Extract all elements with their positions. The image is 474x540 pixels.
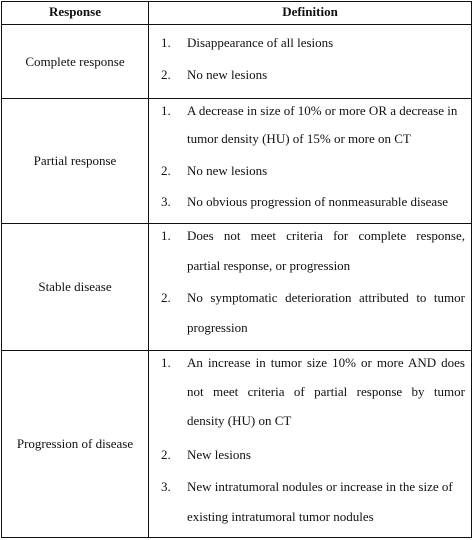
row-stable-disease-label: Stable disease bbox=[38, 279, 112, 294]
item-number: 2. bbox=[161, 447, 171, 462]
row-progression-definition bbox=[149, 351, 471, 537]
item-text: No obvious progression of nonmeasurable disease bbox=[187, 194, 449, 209]
item-number: 1. bbox=[161, 228, 171, 243]
item-text: Disappearance of all lesions bbox=[187, 35, 334, 50]
item-number: 3. bbox=[161, 479, 171, 494]
item-text: No new lesions bbox=[187, 67, 268, 82]
row-complete-response-definition bbox=[149, 25, 471, 98]
item-text: New lesions bbox=[187, 447, 251, 462]
header-definition: Definition bbox=[282, 4, 338, 19]
item-text: tumor density (HU) of 15% or more on CT bbox=[187, 131, 411, 146]
header-response: Response bbox=[48, 4, 101, 19]
item-text: density (HU) on CT bbox=[187, 413, 292, 428]
item-number: 2. bbox=[161, 67, 171, 82]
row-partial-response-definition bbox=[149, 99, 471, 223]
row-complete-response-label: Complete response bbox=[25, 53, 125, 69]
item-text: Does not meet criteria for complete response, bbox=[187, 228, 465, 243]
item-number: 2. bbox=[161, 163, 171, 178]
row-partial-response-label: Partial response bbox=[33, 153, 117, 168]
item-text: An increase in tumor size 10% or more AND does bbox=[187, 355, 465, 370]
row-stable-disease-definition bbox=[149, 224, 471, 350]
item-text: No new lesions bbox=[187, 163, 268, 178]
item-text: A decrease in size of 10% or more OR a decrease in bbox=[187, 103, 458, 118]
item-number: 1. bbox=[161, 355, 171, 370]
item-text: not meet criteria of partial response by tumor bbox=[187, 384, 465, 399]
row-progression-label: Progression of disease bbox=[16, 436, 134, 451]
item-text: No symptomatic deterioration attributed to tumor bbox=[187, 290, 465, 305]
item-text: partial response, or progression bbox=[187, 258, 351, 273]
item-number: 1. bbox=[161, 35, 171, 50]
item-number: 1. bbox=[161, 103, 171, 118]
item-number: 2. bbox=[161, 290, 171, 305]
response-criteria-table bbox=[1, 1, 472, 538]
item-number: 3. bbox=[161, 194, 171, 209]
item-text: existing intratumoral tumor nodules bbox=[187, 509, 374, 524]
item-text: New intratumoral nodules or increase in the size of bbox=[187, 479, 453, 494]
item-text: progression bbox=[187, 320, 248, 335]
